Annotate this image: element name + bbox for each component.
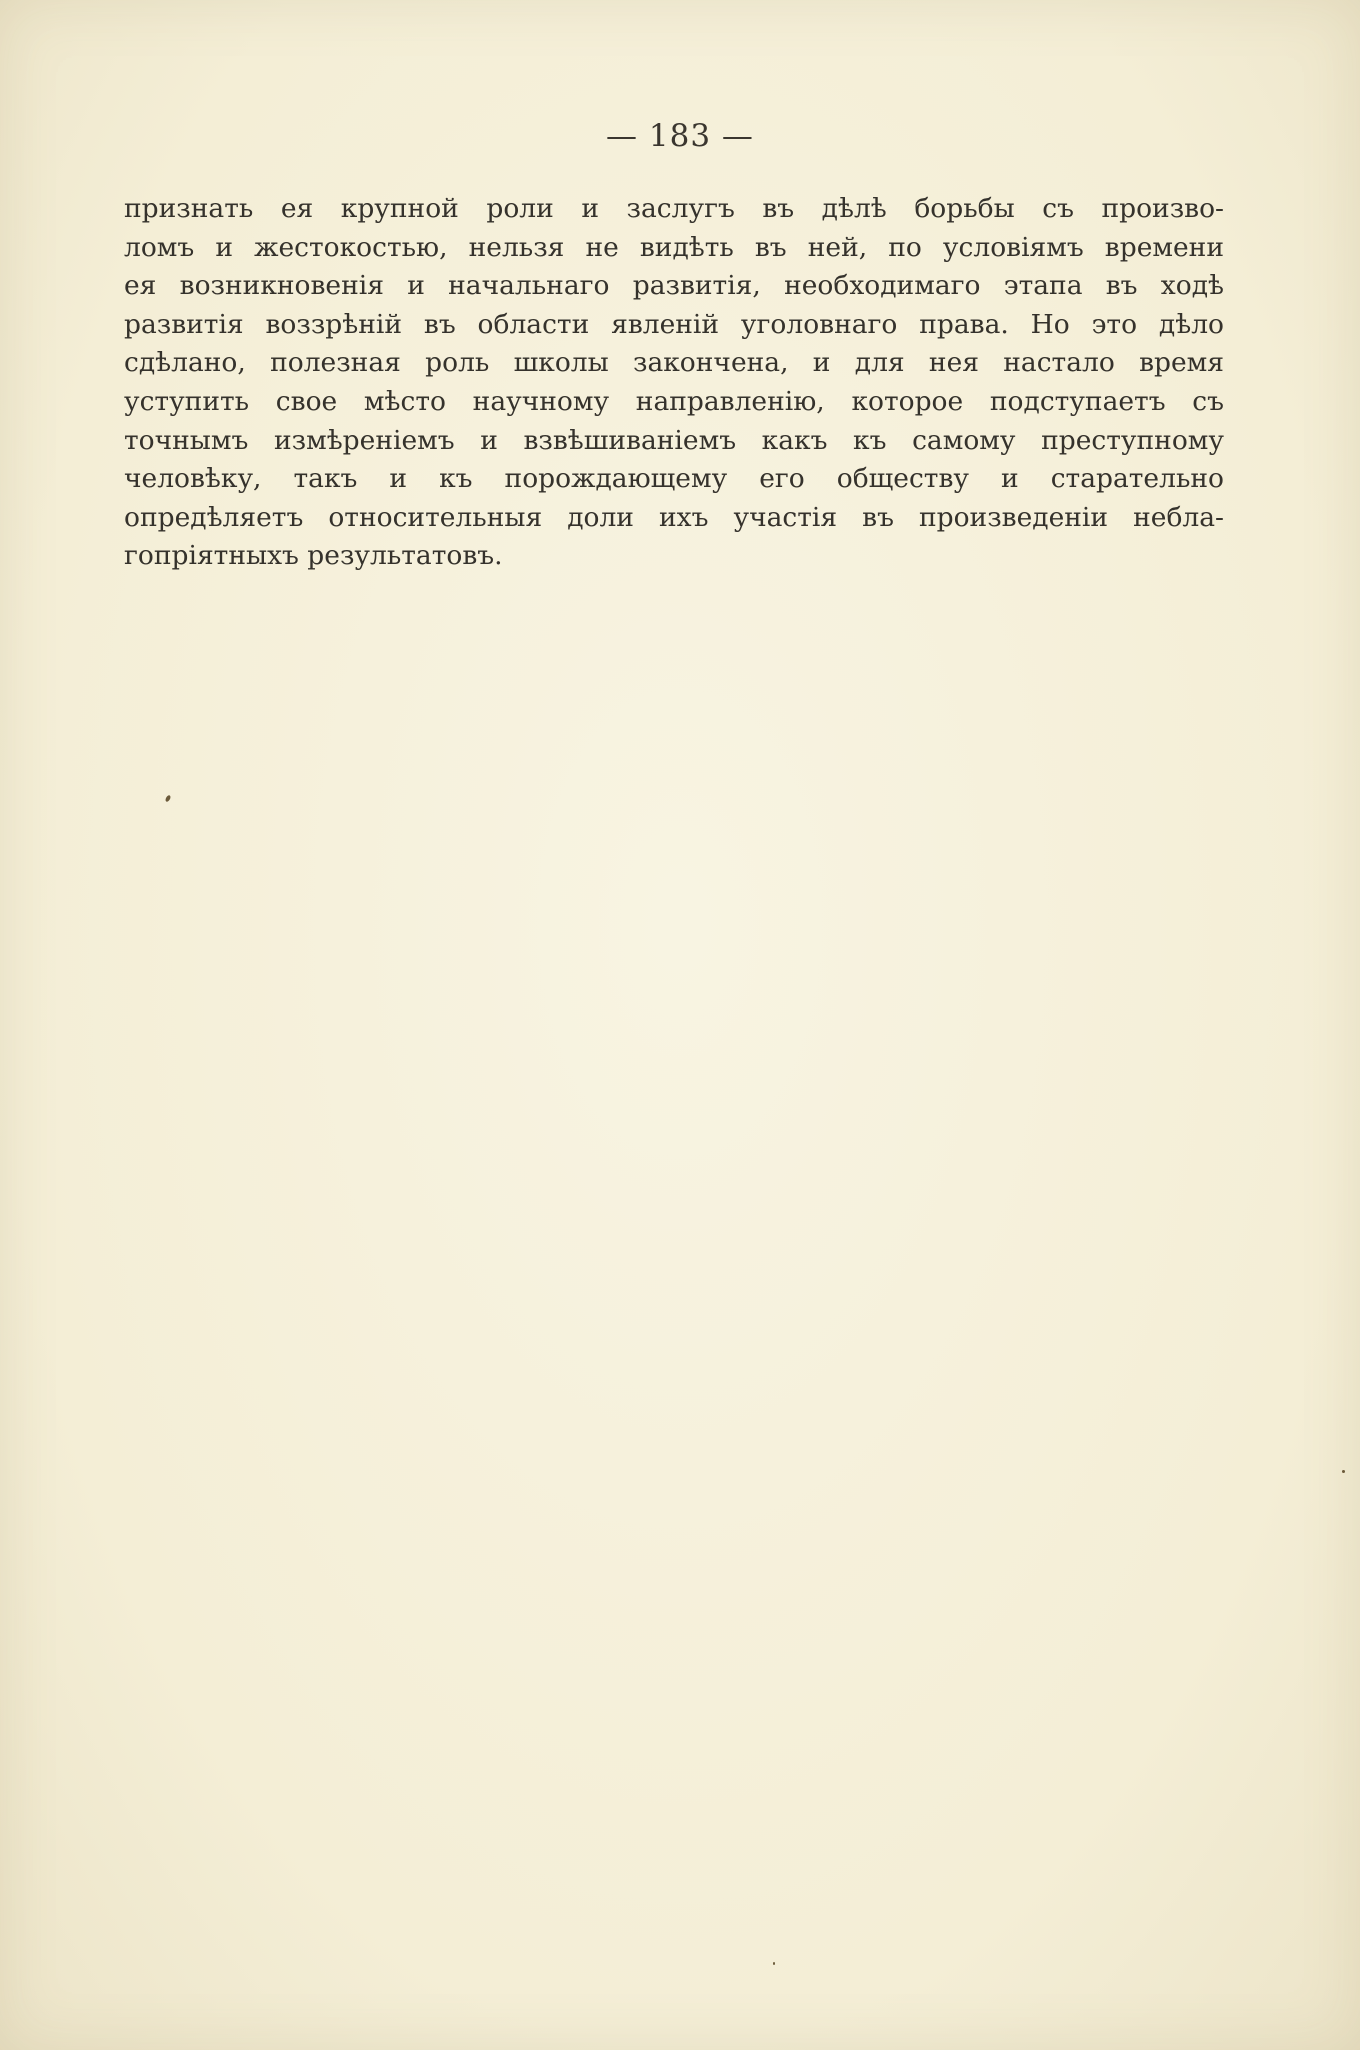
text-line-6: уступить свое мѣсто научному направленію, которое подступаетъ съ bbox=[124, 385, 1224, 417]
paper-speck bbox=[773, 1962, 775, 1965]
text-line-10: гопріятныхъ результатовъ. bbox=[124, 540, 503, 572]
text-line-1: признать ея крупной роли и заслугъ въ дѣлѣ борьбы съ произво- bbox=[124, 193, 1224, 224]
text-line-2: ломъ и жестокостью, нельзя не видѣть въ ней, по условіямъ времени bbox=[124, 231, 1224, 263]
text-line-3: ея возникновенія и начальнаго развитія, необходимаго этапа въ ходѣ bbox=[124, 270, 1224, 302]
text-line-8: человѣку, такъ и къ порождающему его обществу и старательно bbox=[124, 463, 1224, 495]
text-line-7: точнымъ измѣреніемъ и взвѣшиваніемъ какъ къ самому преступному bbox=[124, 424, 1224, 456]
body-text bbox=[124, 190, 1224, 576]
text-line-5: сдѣлано, полезная роль школы закончена, и для нея настало время bbox=[124, 347, 1224, 379]
text-line-9: опредѣляетъ относительныя доли ихъ участія въ произведеніи небла- bbox=[124, 501, 1224, 533]
page-number: — 183 — bbox=[606, 118, 754, 154]
paper-speck bbox=[1342, 1470, 1345, 1473]
text-line-4: развитія воззрѣній въ области явленій уголовнаго права. Но это дѣло bbox=[124, 308, 1224, 340]
paper-speck bbox=[165, 794, 172, 802]
